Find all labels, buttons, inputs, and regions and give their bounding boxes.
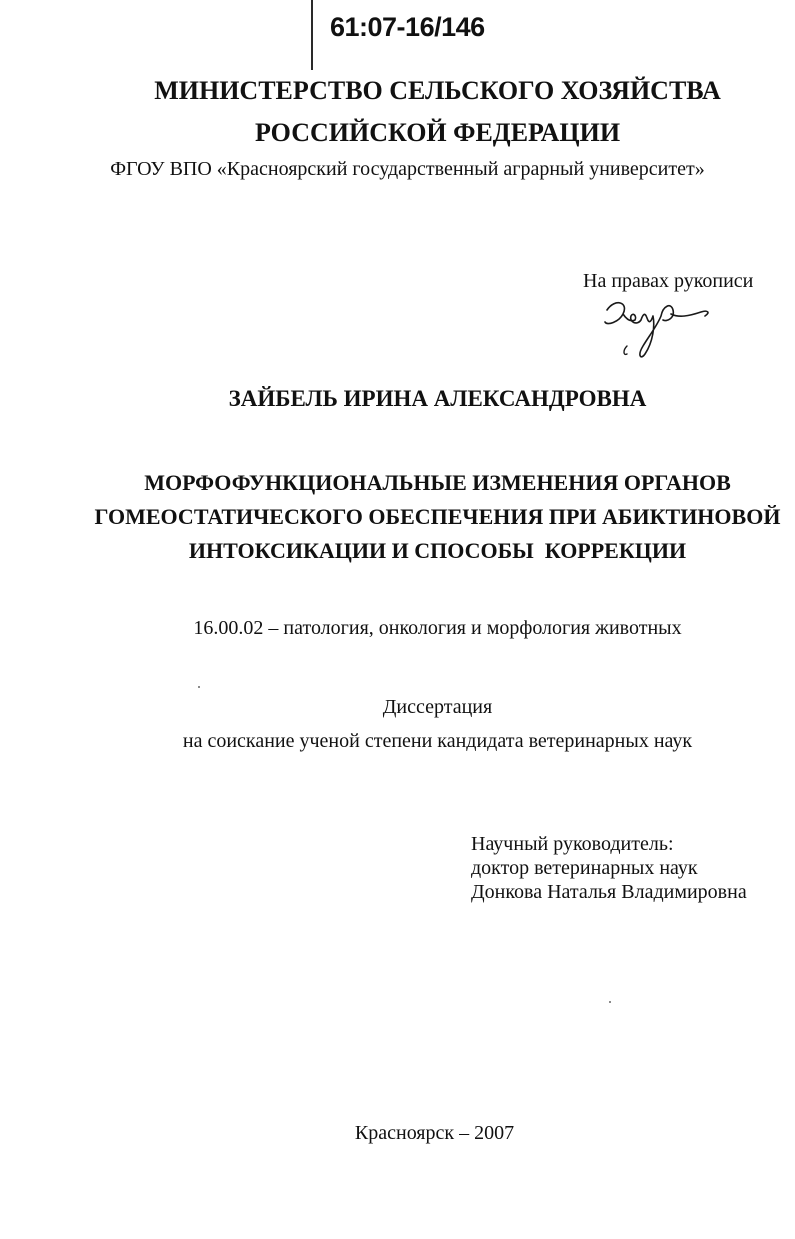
advisor-name: Донкова Наталья Владимировна — [471, 881, 747, 903]
title-line-3: ИНТОКСИКАЦИИ И СПОСОБЫ КОРРЕКЦИИ — [188, 538, 687, 563]
ministry-line-2: РОССИЙСКОЙ ФЕДЕРАЦИИ — [254, 118, 621, 147]
dissertation-purpose: на соискание ученой степени кандидата ветеринарных наук — [182, 730, 693, 752]
manuscript-rights: На правах рукописи — [583, 270, 754, 292]
archive-code: 61:07-16/146 — [330, 12, 485, 42]
ministry-header — [40, 70, 795, 154]
university-name: ФГОУ ВПО «Красноярский государственный аграрный университет» — [110, 158, 705, 180]
dissertation-title — [40, 466, 795, 568]
handwritten-signature — [597, 292, 717, 362]
advisor-role: Научный руководитель: — [471, 833, 674, 855]
author-name: ЗАЙБЕЛЬ ИРИНА АЛЕКСАНДРОВНА — [228, 386, 647, 411]
scan-speck — [198, 686, 200, 688]
specialty-code: 16.00.02 – патология, онкология и морфология животных — [193, 617, 682, 639]
title-line-1: МОРФОФУНКЦИОНАЛЬНЫЕ ИЗМЕНЕНИЯ ОРГАНОВ — [144, 470, 731, 495]
scientific-advisor — [471, 832, 747, 904]
ministry-line-1: МИНИСТЕРСТВО СЕЛЬСКОГО ХОЗЯЙСТВА — [154, 76, 721, 105]
scan-speck — [609, 1001, 611, 1003]
dissertation-type — [40, 690, 795, 758]
archive-stamp-line — [311, 0, 313, 70]
dissertation-label: Диссертация — [382, 696, 493, 718]
advisor-degree: доктор ветеринарных наук — [471, 857, 698, 879]
title-line-2: ГОМЕОСТАТИЧЕСКОГО ОБЕСПЕЧЕНИЯ ПРИ АБИКТИНОВОЙ — [94, 504, 781, 529]
city-year: Красноярск – 2007 — [354, 1122, 515, 1144]
